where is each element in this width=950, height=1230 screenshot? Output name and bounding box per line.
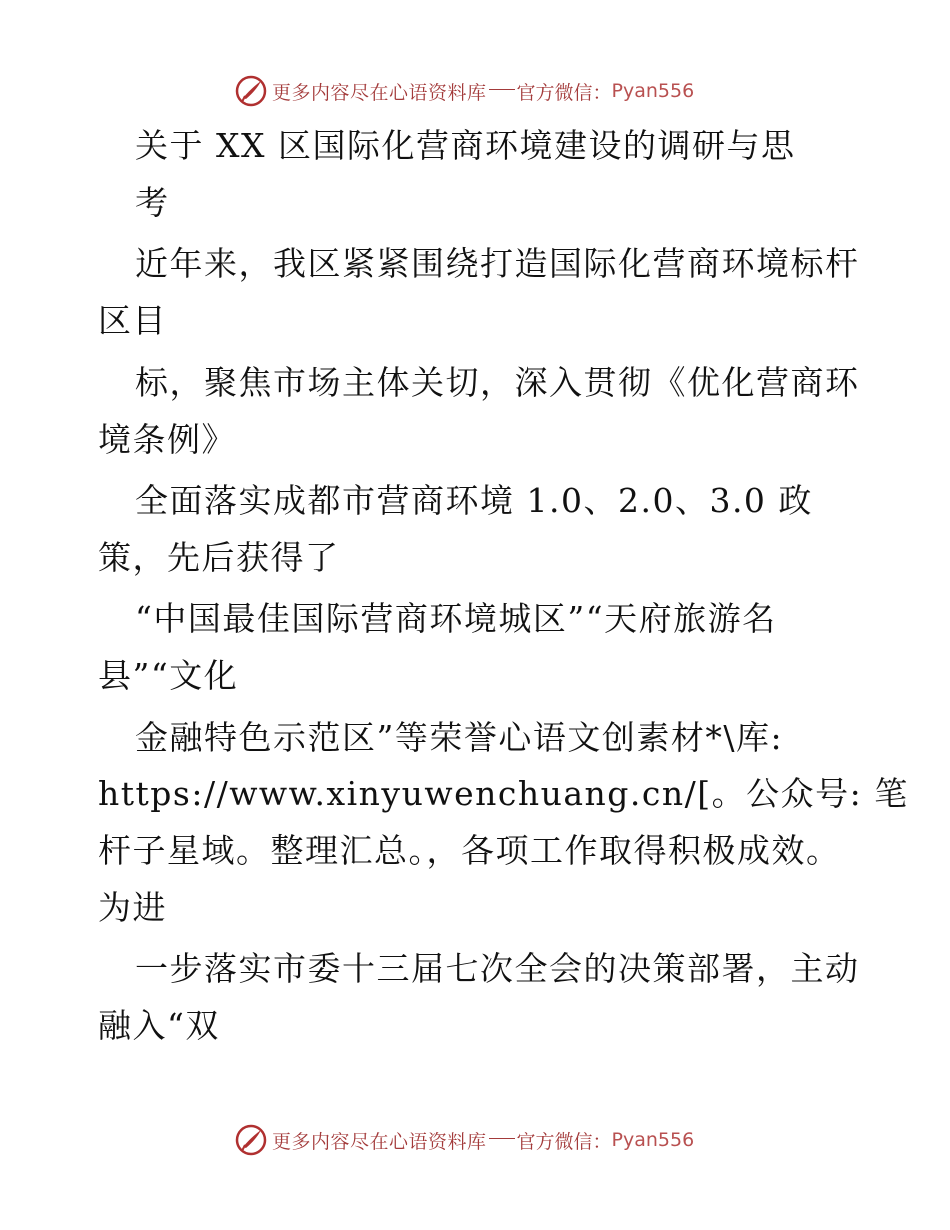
watermark-wechat-id: Pyan556 xyxy=(611,80,695,102)
text-line: 金融特色示范区”等荣誉心语文创素材*\库: xyxy=(135,718,784,757)
document-title-line-2: 考 xyxy=(135,183,170,222)
text-line: 一步落实市委十三届七次全会的决策部署，主动 xyxy=(135,949,860,988)
text-line: 区目 xyxy=(98,301,167,340)
text-line: 为进 xyxy=(98,888,167,927)
text-line: https://www.xinyuwenchuang.cn/[。公众号: 笔 xyxy=(98,774,909,813)
text-line: 境条例》 xyxy=(98,420,236,459)
watermark-dash xyxy=(489,1138,515,1139)
text-line: 标，聚焦市场主体关切，深入贯彻《优化营商环 xyxy=(135,363,860,402)
quill-seal-icon xyxy=(234,1123,268,1157)
footer-watermark xyxy=(234,1122,694,1158)
watermark-dash xyxy=(489,89,515,90)
text-line: 近年来，我区紧紧围绕打造国际化营商环境标杆 xyxy=(135,244,860,283)
text-line: 融入“双 xyxy=(98,1006,220,1045)
watermark-text: 更多内容尽在心语资料库 xyxy=(272,1130,487,1153)
text-line: 全面落实成都市营商环境 1.0、2.0、3.0 政 xyxy=(135,481,813,520)
text-line: 策，先后获得了 xyxy=(98,538,340,577)
text-line: 杆子星域。整理汇总。，各项工作取得积极成效。 xyxy=(98,831,841,870)
document-title-line-1: 关于 XX 区国际化营商环境建设的调研与思 xyxy=(135,126,796,165)
watermark-wechat-id: Pyan556 xyxy=(611,1129,695,1151)
watermark-wechat-label: 官方微信： xyxy=(516,81,612,104)
header-watermark xyxy=(234,73,694,109)
text-line: “中国最佳国际营商环境城区”“天府旅游名 xyxy=(135,599,777,638)
text-line: 县”“文化 xyxy=(98,656,239,695)
watermark-text: 更多内容尽在心语资料库 xyxy=(272,81,487,104)
watermark-wechat-label: 官方微信： xyxy=(516,1130,612,1153)
quill-seal-icon xyxy=(234,74,268,108)
